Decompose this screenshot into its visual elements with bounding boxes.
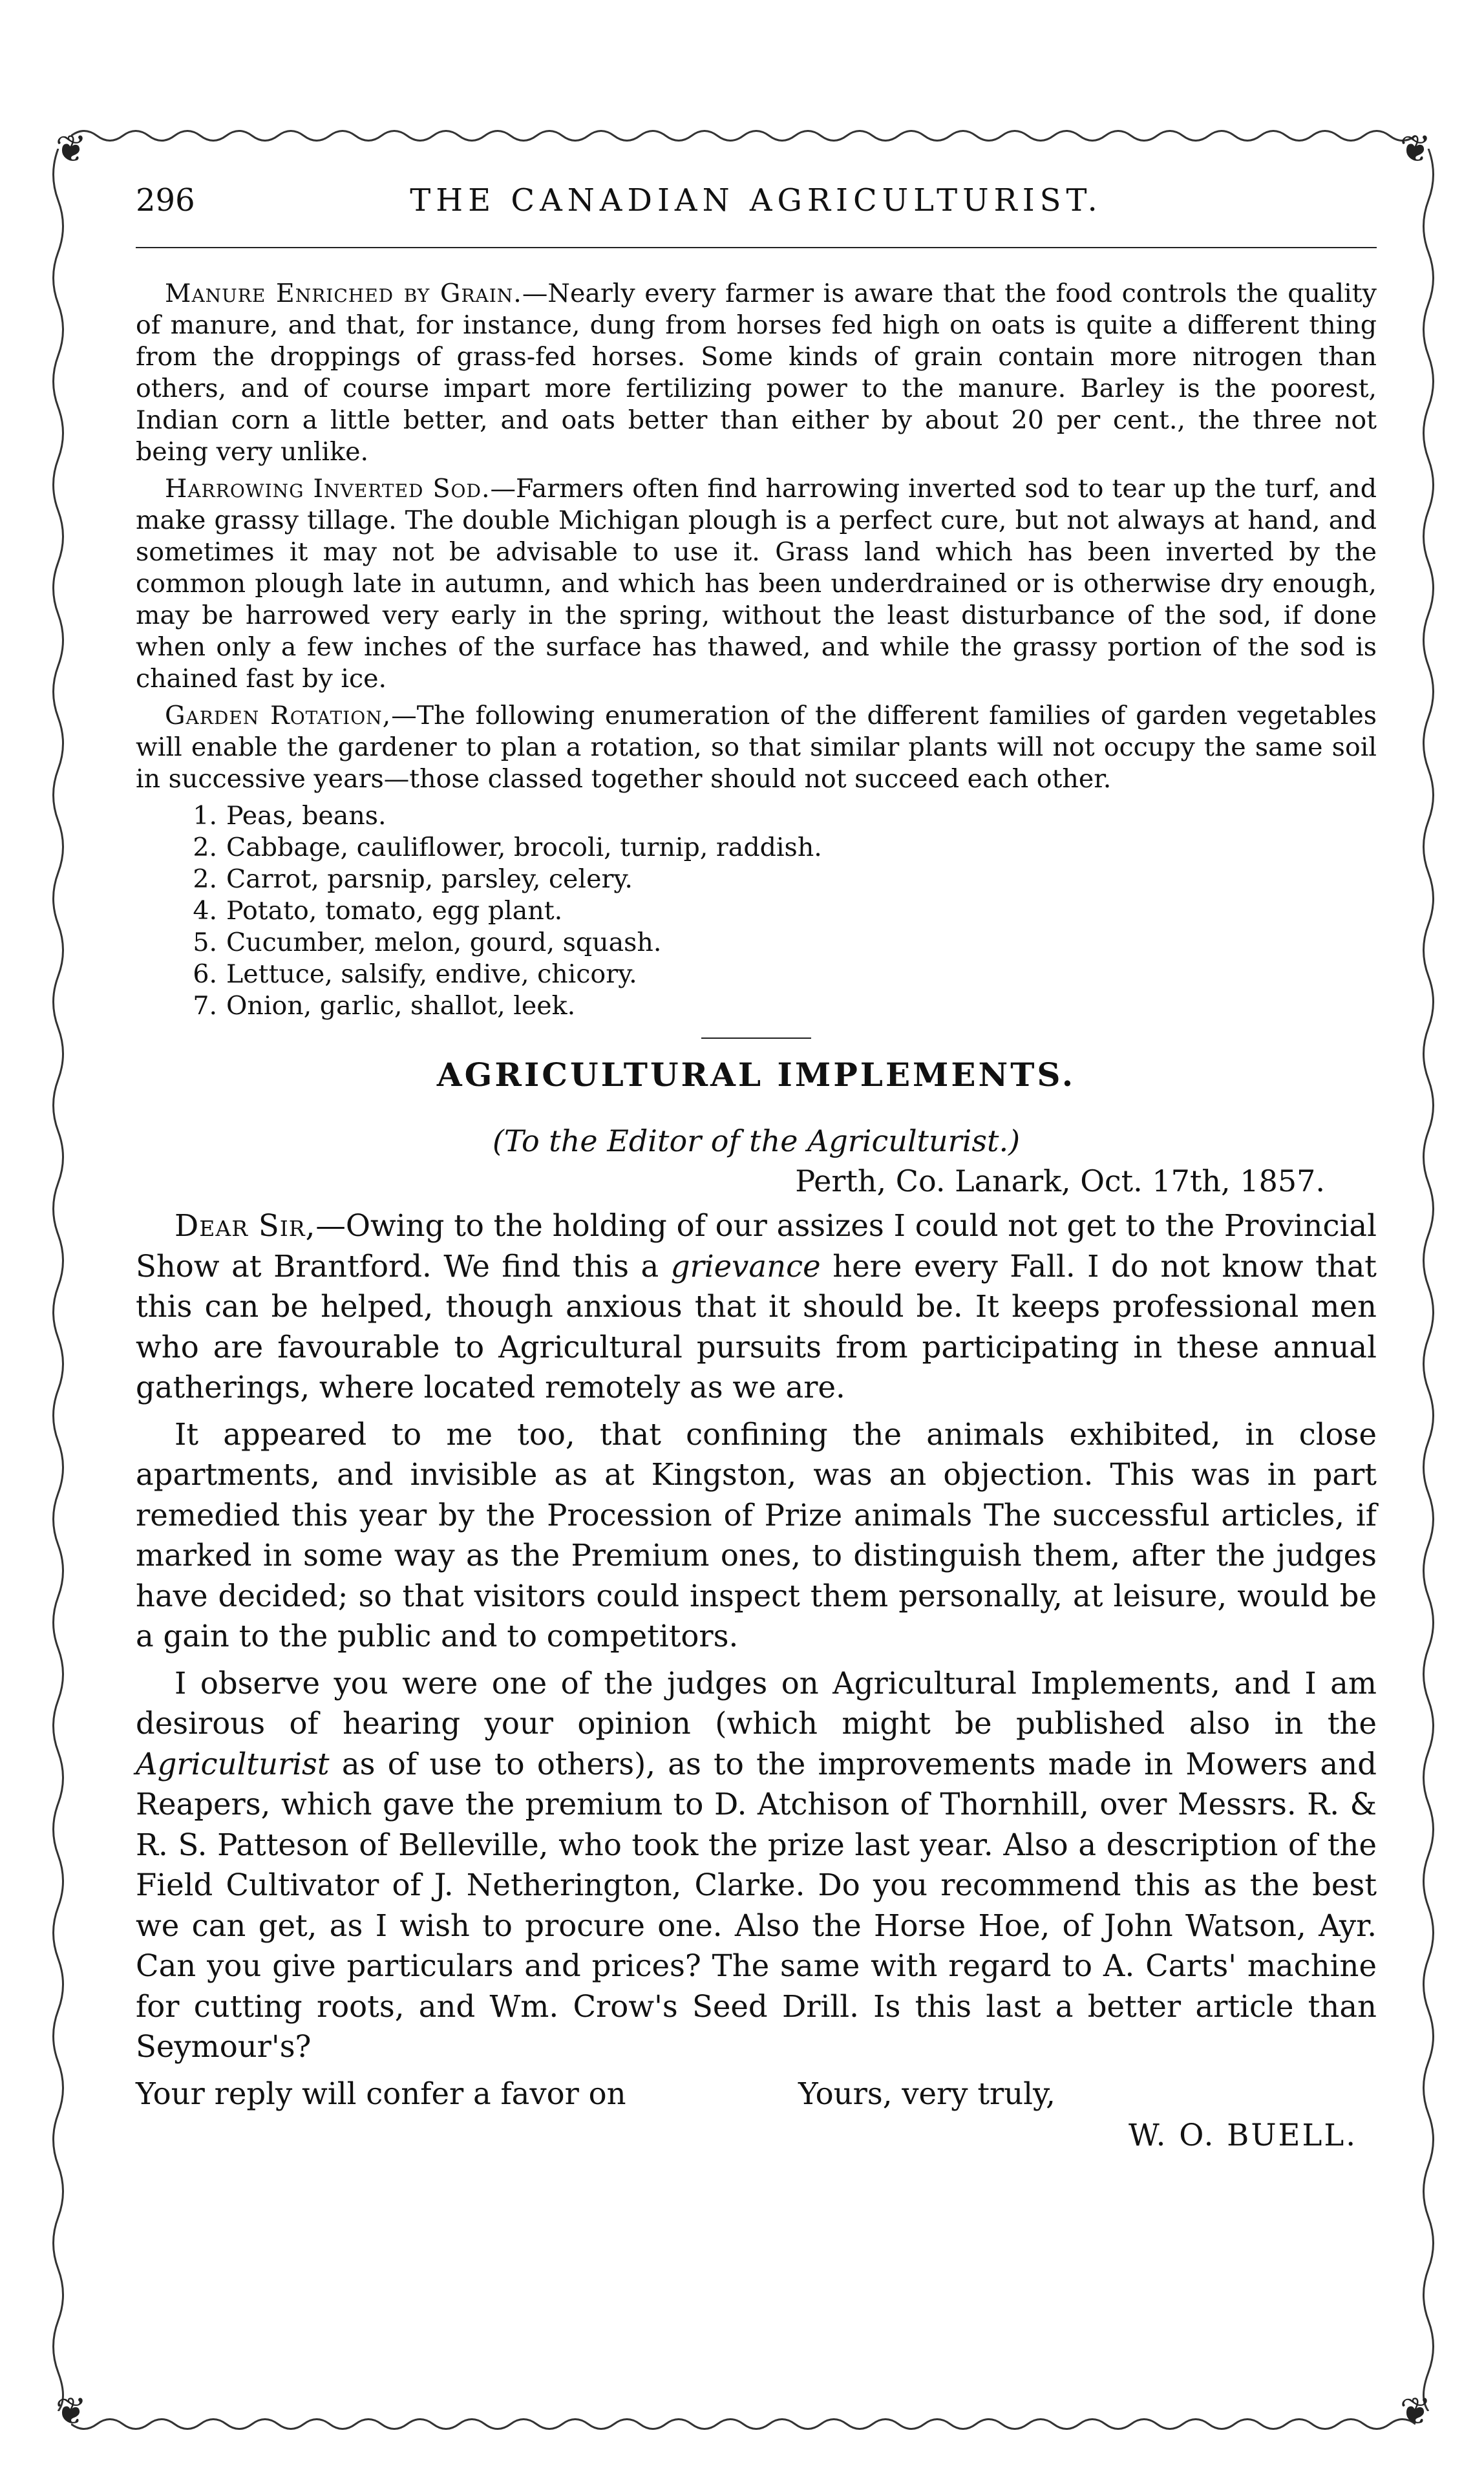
list-number: 2. [193,864,217,894]
paragraph-manure [136,278,1377,468]
border-right-ornament [1415,149,1441,2411]
list-item [136,864,1377,895]
letter-closing [136,2074,1377,2115]
corner-flourish-icon: ❦ [55,127,87,171]
letter-paragraph-3 [136,1663,1377,2067]
paragraph-heading: Manure Enriched by Grain. [165,279,522,308]
list-number: 1. [193,801,217,831]
list-text: Cucumber, melon, gourd, squash. [226,928,662,957]
list-item [136,990,1377,1022]
salutation: Dear Sir, [175,1208,316,1243]
emphasis-text: Agriculturist [136,1746,330,1782]
corner-flourish-icon: ❦ [1399,127,1432,171]
list-number: 2. [193,833,217,862]
border-left-ornament [45,149,71,2411]
list-text: Potato, tomato, egg plant. [226,896,563,926]
paragraph-text: —Nearly every farmer is aware that the food controls the quality of manure, and that, for instance, dung from horses fed high on oats is quite a different thing from the droppings of grass-fed horses. Some kinds of grain contain more nitrogen than others, and of course impart more fertilizing power to the manure. Barley is the poorest, Indian corn a little better, and oats better than either by about 20 per cent., the three not being very unlike. [136,279,1377,467]
letter-text: here every Fall. I do not know that this can be helped, though anxious that it should be. It keeps professional men who are favourable to Agricultural pursuits from participating in these annual gatherings, where located remotely as we are. [136,1248,1377,1405]
section-divider [701,1037,811,1039]
list-number: 4. [193,896,217,926]
list-number: 7. [193,991,217,1021]
corner-flourish-icon: ❦ [55,2389,87,2433]
closing-line: Your reply will confer a favor on [136,2076,626,2111]
list-item [136,895,1377,927]
page-body [136,278,1377,2155]
section-title: AGRICULTURAL IMPLEMENTS. [436,1056,1076,1094]
running-title: THE CANADIAN AGRICULTURIST. [410,182,1103,218]
letter-addressee: (To the Editor of the Agriculturist.) [492,1123,1021,1158]
page-header [136,175,1377,226]
letter-text: —Owing to the holding of our assizes I could not get to the Provincial Show at Brantford. We find this a [136,1208,1377,1284]
list-number: 6. [193,959,217,989]
paragraph-harrowing [136,473,1377,695]
paragraph-heading: Harrowing Inverted Sod. [165,474,491,504]
list-text: Carrot, parsnip, parsley, celery. [226,864,633,894]
list-item [136,959,1377,990]
signature: W. O. BUELL. [1128,2117,1357,2153]
paragraph-text: —The following enumeration of the different families of garden vegetables will enable the gardener to plan a rotation, so that similar plants will not occupy the same soil in successive years—those classed together should not succeed each other. [136,701,1377,794]
paragraph-text: —Farmers often find harrowing inverted sod to tear up the turf, and make grassy tillage. The double Michigan plough is a perfect cure, but not always at hand, and sometimes it may not be advisable to use it. Grass land which has been inverted by the common plough late in autumn, and which has been underdrained or is otherwise dry enough, may be harrowed very early in the spring, without the least disturbance of the sod, if done when only a few inches of the surface has thawed, and while the grassy portion of the sod is chained fast by ice. [136,474,1377,694]
paragraph-heading: Garden Rotation, [165,701,392,730]
letter-text: I observe you were one of the judges on Agricultural Implements, and I am desirous of hearing your opinion (which might be published also in the [136,1665,1377,1741]
list-text: Lettuce, salsify, endive, chicory. [226,959,637,989]
list-text: Onion, garlic, shallot, leek. [226,991,576,1021]
emphasis-text: grievance [670,1248,821,1284]
letter-paragraph-2: It appeared to me too, that confining the animals exhibited, in close apartments, and invisible as at Kingston, was an objection. This was in part remedied this year by the Procession of Prize animals The successful articles, if marked in some way as the Premium ones, to distinguish them, after the judges have decided; so that visitors could inspect them personally, at leisure, would be a gain to the public and to competitors. [136,1416,1377,1654]
border-top-ornament [71,123,1415,149]
list-item [136,832,1377,864]
valediction: Yours, very truly, [798,2076,1055,2111]
rotation-list [136,800,1377,1022]
header-rule [136,247,1377,248]
letter-dateline: Perth, Co. Lanark, Oct. 17th, 1857. [795,1164,1325,1198]
border-bottom-ornament [71,2411,1415,2437]
list-number: 5. [193,928,217,957]
letter-paragraph-1 [136,1206,1377,1408]
list-text: Peas, beans. [226,801,387,831]
letter-text: as of use to others), as to the improvements made in Mowers and Reapers, which gave the premium to D. Atchison of Thornhill, over Messrs. R. & R. S. Patteson of Belleville, who took the prize last year. Also a description of the Field Cultivator of J. Netherington, Clarke. Do you recommend this as the best we can get, as I wish to procure one. Also the Horse Hoe, of John Watson, Ayr. Can you give particulars and prices? The same with regard to A. Carts' machine for cutting roots, and Wm. Crow's Seed Drill. Is this last a better article than Seymour's? [136,1746,1377,2064]
corner-flourish-icon: ❦ [1399,2389,1432,2433]
list-text: Cabbage, cauliflower, brocoli, turnip, raddish. [226,833,822,862]
list-item [136,800,1377,832]
page-number: 296 [136,182,195,218]
list-item [136,927,1377,959]
paragraph-garden-rotation [136,700,1377,795]
